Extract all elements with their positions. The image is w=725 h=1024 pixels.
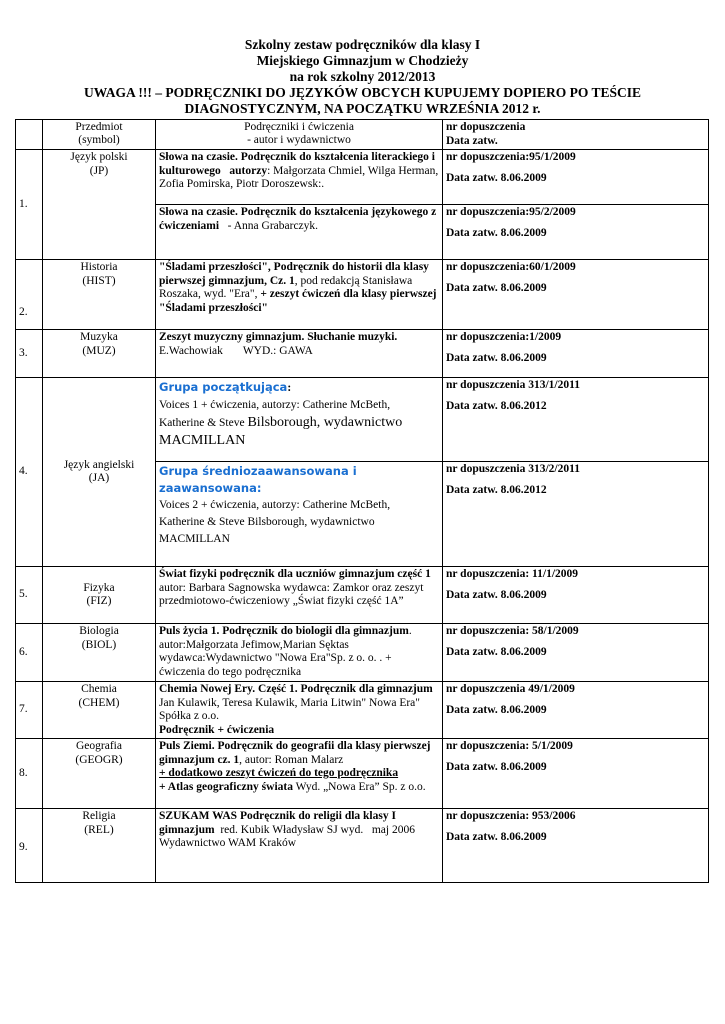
book-cell: Słowa na czasie. Podręcznik do kształcenia literackiego i kulturowego autorzy: Małgorzata Chmiel, Wilga Herman, Zofia Pomirska, Piotr Doroszewsk:. — [156, 150, 443, 205]
row-number: 1. — [16, 150, 43, 260]
table-row — [16, 150, 709, 205]
row-number: 6. — [16, 624, 43, 682]
row-number: 8. — [16, 739, 43, 809]
table-row — [16, 809, 709, 883]
subject-cell: Fizyka (FIZ) — [43, 567, 156, 624]
book-cell: "Śladami przeszłości", Podręcznik do historii dla klasy pierwszej gimnazjum, Cz. 1, pod redakcją Stanisława Roszaka, wyd. "Era", + zeszyt ćwiczeń dla klasy pierwszej "Śladami przeszłości" — [156, 260, 443, 330]
row-number: 9. — [16, 809, 43, 883]
table-row — [16, 567, 709, 624]
approval-cell: nr dopuszczenia: 953/2006 Data zatw. 8.06.2009 — [443, 809, 709, 883]
book-cell: Zeszyt muzyczny gimnazjum. Słuchanie muzyki. E.Wachowiak WYD.: GAWA — [156, 330, 443, 378]
table-row — [16, 624, 709, 682]
row-number: 4. — [16, 378, 43, 567]
book-cell: Świat fizyki podręcznik dla uczniów gimnazjum część 1 autor: Barbara Sagnowska wydawca: Zamkor oraz zeszyt przedmiotowo-ćwiczeniowy „Świat fizyki część 1A” — [156, 567, 443, 624]
book-cell: Słowa na czasie. Podręcznik do kształcenia językowego z ćwiczeniami - Anna Grabarczyk. — [156, 205, 443, 260]
approval-cell: nr dopuszczenia 313/2/2011 Data zatw. 8.06.2012 — [443, 462, 709, 567]
table-header-row — [16, 120, 709, 150]
header-warning-1: UWAGA !!! – PODRĘCZNIKI DO JĘZYKÓW OBCYCH KUPUJEMY DOPIERO PO TEŚCIE — [83, 85, 642, 100]
approval-cell: nr dopuszczenia 49/1/2009 Data zatw. 8.06.2009 — [443, 682, 709, 739]
book-cell: SZUKAM WAS Podręcznik do religii dla klasy I gimnazjum red. Kubik Władysław SJ wyd. maj 2006 Wydawnictwo WAM Kraków — [156, 809, 443, 883]
table-row — [16, 260, 709, 330]
approval-cell: nr dopuszczenia:95/1/2009 Data zatw. 8.06.2009 — [443, 150, 709, 205]
subject-cell: Historia (HIST) — [43, 260, 156, 330]
table-row — [16, 378, 709, 462]
subject-cell: Biologia (BIOL) — [43, 624, 156, 682]
header-books: Podręczniki i ćwiczenia - autor i wydawnictwo — [156, 120, 443, 150]
approval-cell: nr dopuszczenia 313/1/2011 Data zatw. 8.06.2012 — [443, 378, 709, 462]
subject-cell: Chemia (CHEM) — [43, 682, 156, 739]
subject-cell: Geografia (GEOGR) — [43, 739, 156, 809]
table-row — [16, 682, 709, 739]
header-warning-2: DIAGNOSTYCZNYM, NA POCZĄTKU WRZEŚNIA 2012 r. — [184, 101, 541, 116]
table-row — [16, 739, 709, 809]
header-subject: Przedmiot (symbol) — [43, 120, 156, 150]
book-cell: Grupa początkująca: Voices 1 + ćwiczenia, autorzy: Catherine McBeth, Katherine & Steve Bilsborough, wydawnictwo MACMILLAN — [156, 378, 443, 462]
subject-cell: Język polski (JP) — [43, 150, 156, 260]
table-row — [16, 330, 709, 378]
approval-cell: nr dopuszczenia: 58/1/2009 Data zatw. 8.06.2009 — [443, 624, 709, 682]
header-approval: nr dopuszczenia Data zatw. — [443, 120, 709, 150]
header-school: Miejskiego Gimnazjum w Chodzieży — [256, 53, 469, 68]
header-title: Szkolny zestaw podręczników dla klasy I — [244, 37, 481, 52]
approval-cell: nr dopuszczenia:60/1/2009 Data zatw. 8.06.2009 — [443, 260, 709, 330]
approval-cell: nr dopuszczenia:95/2/2009 Data zatw. 8.06.2009 — [443, 205, 709, 260]
approval-cell: nr dopuszczenia: 5/1/2009 Data zatw. 8.06.2009 — [443, 739, 709, 809]
subject-cell: Muzyka (MUZ) — [43, 330, 156, 378]
header-year: na rok szkolny 2012/2013 — [289, 69, 436, 84]
book-cell: Chemia Nowej Ery. Część 1. Podręcznik dla gimnazjum Jan Kulawik, Teresa Kulawik, Maria Litwin" Nowa Era" Spółka z o.o. Podręcznik + ćwiczenia — [156, 682, 443, 739]
row-number: 2. — [16, 260, 43, 330]
row-number: 5. — [16, 567, 43, 624]
book-cell: Grupa średniozaawansowana i zaawansowana: Voices 2 + ćwiczenia, autorzy: Catherine McBeth, Katherine & Steve Bilsborough, wydawnictwo MACMILLAN — [156, 462, 443, 567]
book-cell: Puls Ziemi. Podręcznik do geografii dla klasy pierwszej gimnazjum cz. 1, autor: Roman Malarz + dodatkowo zeszyt ćwiczeń do tego podręcznika + Atlas geograficzny świata Wyd. „Nowa Era” Sp. z o.o. — [156, 739, 443, 809]
page-header — [0, 37, 725, 117]
subject-cell: Religia (REL) — [43, 809, 156, 883]
approval-cell: nr dopuszczenia:1/2009 Data zatw. 8.06.2009 — [443, 330, 709, 378]
approval-cell: nr dopuszczenia: 11/1/2009 Data zatw. 8.06.2009 — [443, 567, 709, 624]
books-table — [15, 119, 709, 883]
subject-cell: Język angielski (JA) — [43, 378, 156, 567]
row-number: 7. — [16, 682, 43, 739]
row-number: 3. — [16, 330, 43, 378]
book-cell: Puls życia 1. Podręcznik do biologii dla gimnazjum. autor:Małgorzata Jefimow,Marian Sęktas wydawca:Wydawnictwo "Nowa Era"Sp. z o. o. . + ćwiczenia do tego podręcznika — [156, 624, 443, 682]
